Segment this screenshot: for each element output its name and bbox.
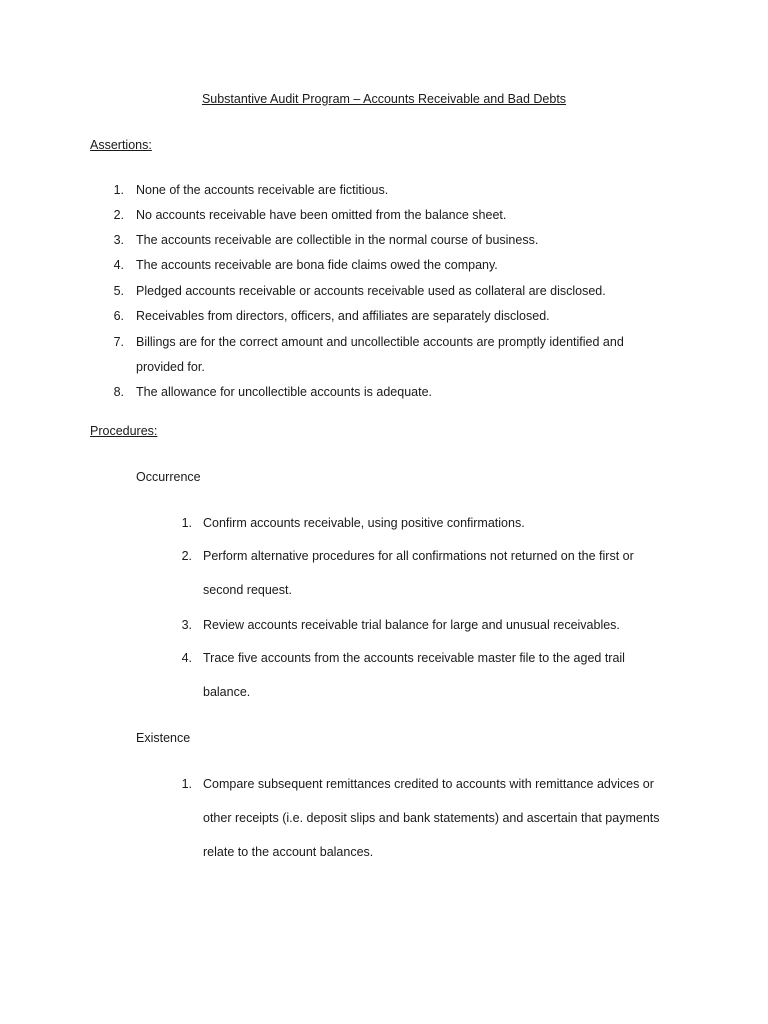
- page-title: Substantive Audit Program – Accounts Receivable and Bad Debts: [201, 92, 567, 106]
- procedure-number: 4.: [181, 651, 192, 665]
- procedure-text-continued: relate to the account balances.: [203, 845, 374, 859]
- assertion-text: None of the accounts receivable are fictitious.: [136, 183, 389, 197]
- procedure-number: 1.: [181, 777, 192, 791]
- procedure-text-continued: other receipts (i.e. deposit slips and bank statements) and ascertain that payments: [203, 811, 660, 825]
- assertion-number: 7.: [113, 335, 124, 349]
- procedure-text: Trace five accounts from the accounts receivable master file to the aged trail: [203, 651, 625, 665]
- procedure-text: Compare subsequent remittances credited to accounts with remittance advices or: [203, 777, 654, 791]
- assertion-number: 2.: [113, 208, 124, 222]
- assertion-text: The accounts receivable are bona fide claims owed the company.: [136, 258, 498, 272]
- procedure-text: Perform alternative procedures for all confirmations not returned on the first or: [203, 549, 634, 563]
- assertion-number: 6.: [113, 309, 124, 323]
- assertion-text: No accounts receivable have been omitted from the balance sheet.: [136, 208, 507, 222]
- assertion-number: 8.: [113, 385, 124, 399]
- assertion-number: 4.: [113, 258, 124, 272]
- occurrence-heading: Occurrence: [136, 470, 201, 484]
- procedure-text: Review accounts receivable trial balance for large and unusual receivables.: [203, 618, 620, 632]
- assertion-number: 3.: [113, 233, 124, 247]
- assertion-number: 5.: [113, 284, 124, 298]
- assertion-number: 1.: [113, 183, 124, 197]
- procedure-text-continued: balance.: [203, 685, 251, 699]
- assertion-text: The accounts receivable are collectible in the normal course of business.: [136, 233, 539, 247]
- assertion-text: The allowance for uncollectible accounts is adequate.: [136, 385, 433, 399]
- procedure-number: 1.: [181, 516, 192, 530]
- procedure-text: Confirm accounts receivable, using positive confirmations.: [203, 516, 525, 530]
- assertions-heading: Assertions:: [90, 138, 152, 152]
- assertion-text: Receivables from directors, officers, and affiliates are separately disclosed.: [136, 309, 550, 323]
- procedure-text-continued: second request.: [203, 583, 292, 597]
- assertion-text: Pledged accounts receivable or accounts receivable used as collateral are disclosed.: [136, 284, 606, 298]
- procedures-heading: Procedures:: [90, 424, 158, 438]
- assertion-text-continued: provided for.: [136, 360, 205, 374]
- procedure-number: 3.: [181, 618, 192, 632]
- existence-heading: Existence: [136, 731, 191, 745]
- procedure-number: 2.: [181, 549, 192, 563]
- assertion-text: Billings are for the correct amount and uncollectible accounts are promptly identified and: [136, 335, 624, 349]
